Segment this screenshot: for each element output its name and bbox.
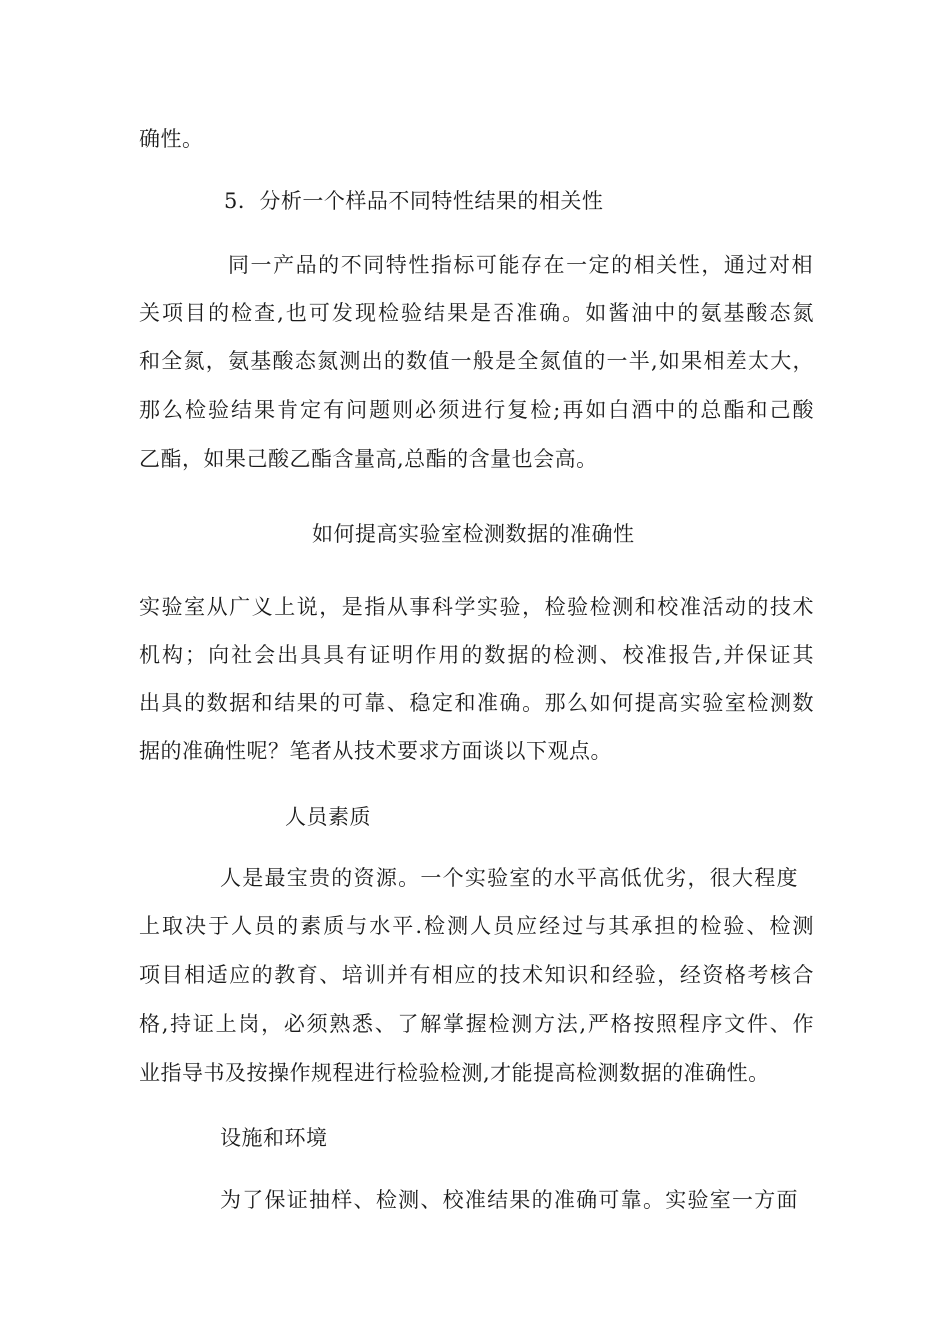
text-line-17: 格,持证上岗，必须熟悉、了解掌握检测方法,严格按照程序文件、作 xyxy=(139,1012,814,1036)
text-line-11: 出具的数据和结果的可靠、稳定和准确。那么如何提高实验室检测数 xyxy=(139,691,814,715)
section-heading-correlation: 5．分析一个样品不同特性结果的相关性 xyxy=(224,189,604,213)
section-heading-personnel: 人员素质 xyxy=(285,805,371,829)
text-line-9: 实验室从广义上说，是指从事科学实验，检验检测和校准活动的技术 xyxy=(139,595,814,619)
text-line-18: 业指导书及按操作规程进行检验检测,才能提高检测数据的准确性。 xyxy=(139,1061,770,1085)
text-line-14: 人是最宝贵的资源。一个实验室的水平高低优劣，很大程度 xyxy=(220,866,798,890)
text-line-20: 为了保证抽样、检测、校准结果的准确可靠。实验室一方面 xyxy=(220,1188,798,1212)
text-line-3: 同一产品的不同特性指标可能存在一定的相关性，通过对相 xyxy=(228,253,813,277)
section-heading-facilities: 设施和环境 xyxy=(220,1126,328,1150)
text-line-1: 确性。 xyxy=(139,127,204,151)
text-line-4: 关项目的检查,也可发现检验结果是否准确。如酱油中的氨基酸态氮 xyxy=(139,301,814,325)
text-line-6: 那么检验结果肯定有问题则必须进行复检;再如白酒中的总酯和己酸 xyxy=(139,398,814,422)
text-line-15: 上取决于人员的素质与水平.检测人员应经过与其承担的检验、检测 xyxy=(139,914,814,938)
article-title: 如何提高实验室检测数据的准确性 xyxy=(312,522,635,546)
text-line-16: 项目相适应的教育、培训并有相应的技术知识和经验，经资格考核合 xyxy=(139,963,814,987)
text-line-5: 和全氮，氨基酸态氮测出的数值一般是全氮值的一半,如果相差太大， xyxy=(139,349,814,373)
text-line-12: 据的准确性呢？笔者从技术要求方面谈以下观点。 xyxy=(139,739,612,763)
text-line-10: 机构；向社会出具具有证明作用的数据的检测、校准报告,并保证其 xyxy=(139,643,814,667)
text-line-7: 乙酯，如果己酸乙酯含量高,总酯的含量也会高。 xyxy=(139,447,598,471)
